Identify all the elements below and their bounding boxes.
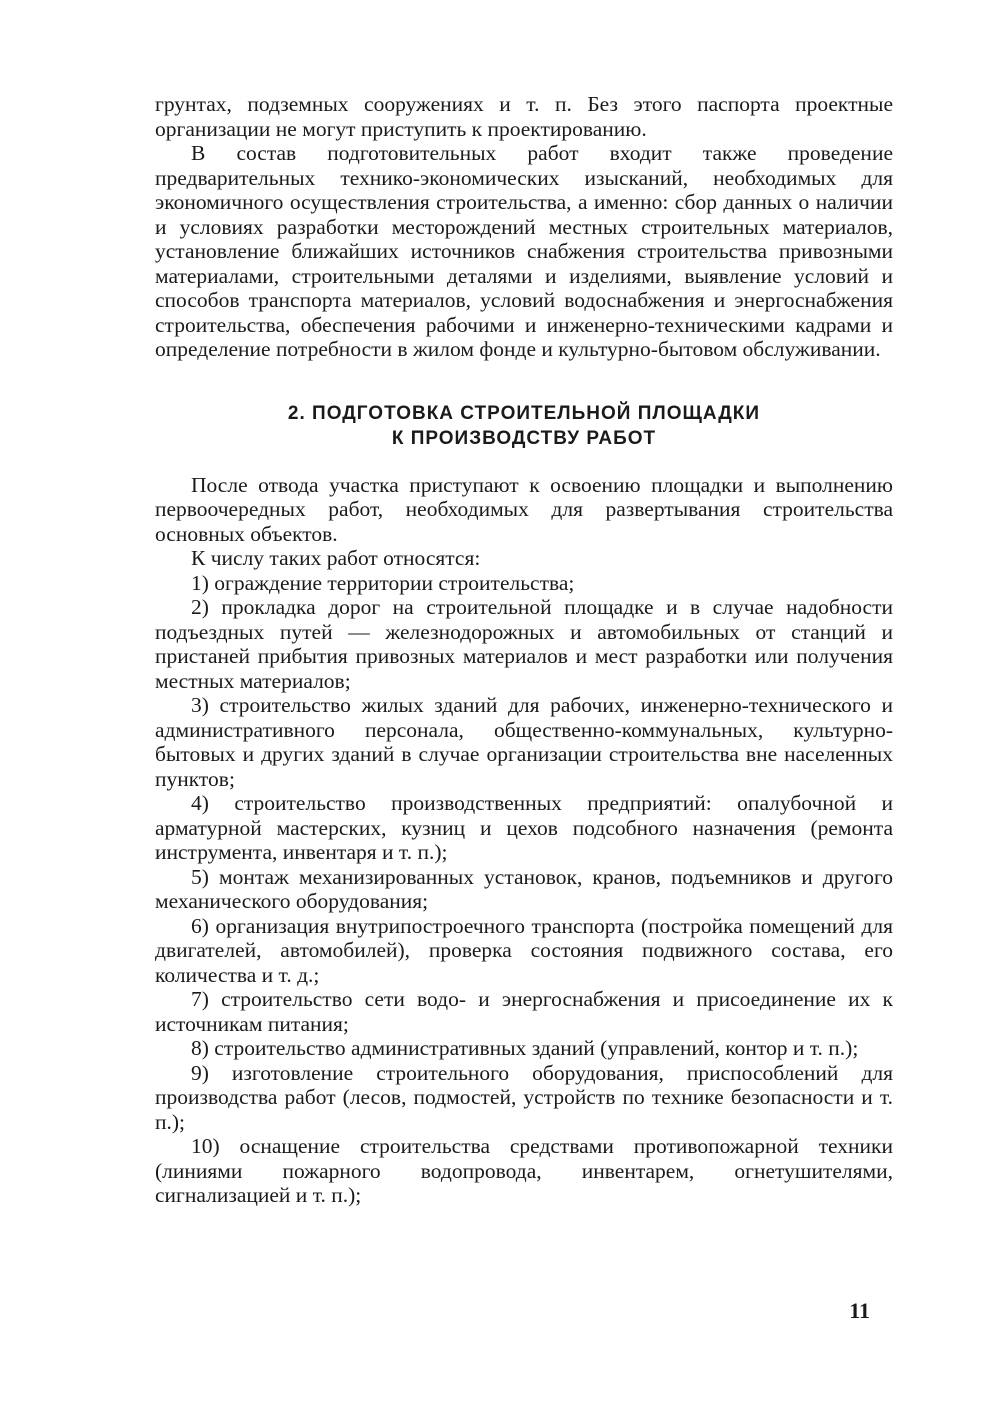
list-item: 3) строительство жилых зданий для рабочих, инженерно-технического и административного персонала, общественно-коммунальных, культурно-бытовых и других зданий в случае организации строительства вне населенных пунктов; [155,693,893,791]
page-body [155,92,893,1208]
list-item: 10) оснащение строительства средствами противопожарной техники (линиями пожарного водопровода, инвентарем, огнетушителями, сигнализацией и т. п.); [155,1134,893,1207]
list-item: 2) прокладка дорог на строительной площадке и в случае надобности подъездных путей — железнодорожных и автомобильных от станций и пристаней прибытия привозных материалов и мест разработки или получения местных материалов; [155,595,893,693]
section-title-line-2: К ПРОИЗВОДСТВУ РАБОТ [391,427,657,449]
list-item: 6) организация внутрипостроечного транспорта (постройка помещений для двигателей, автомобилей), проверка состояния подвижного состава, его количества и т. д.; [155,913,893,987]
section-heading [155,401,893,451]
list-intro: К числу таких работ относятся: [191,546,481,570]
paragraph-preparatory-work: В состав подготовительных работ входит также проведение предварительных технико-экономических изысканий, необходимых для экономичного осуществления строительства, а именно: сбор данных о наличии и условиях разработки месторождений местных строительных материалов, установление ближайших источников снабжения строительства привозными материалами, строительными деталями и изделиями, выявление условий и способов транспорта материалов, условий водоснабжения и энергоснабжения строительства, обеспечения рабочими и инженерно-техническими кадрами и определение потребности в жилом фонде и культурно-бытовом обслуживании. [155,141,893,361]
section-lead-paragraph: После отвода участка приступают к освоению площадки и выполнению первоочередных работ, необходимых для развертывания строительства основных объектов. [155,472,893,546]
list-item: 4) строительство производственных предприятий: опалубочной и арматурной мастерских, кузниц и цехов подсобного назначения (ремонта инструмента, инвентаря и т. п.); [155,791,893,864]
section-title-line-1: 2. ПОДГОТОВКА СТРОИТЕЛЬНОЙ ПЛОЩАДКИ [287,402,761,424]
list-item: 8) строительство административных зданий (управлений, контор и т. п.); [191,1036,859,1060]
list-item: 5) монтаж механизированных установок, кранов, подъемников и другого механического оборудования; [155,864,893,913]
paragraph-continuation: грунтах, подземных сооружениях и т. п. Без этого паспорта проектные организации не могут приступить к проектированию. [155,92,893,141]
list-item: 1) ограждение территории строительства; [191,570,575,595]
page-number: 11 [849,1298,870,1323]
list-item: 7) строительство сети водо- и энергоснабжения и присоединение их к источникам питания; [155,987,893,1036]
list-item: 9) изготовление строительного оборудования, приспособлений для производства работ (лесов, подмостей, устройств по технике безопасности и т. п.); [155,1060,893,1134]
